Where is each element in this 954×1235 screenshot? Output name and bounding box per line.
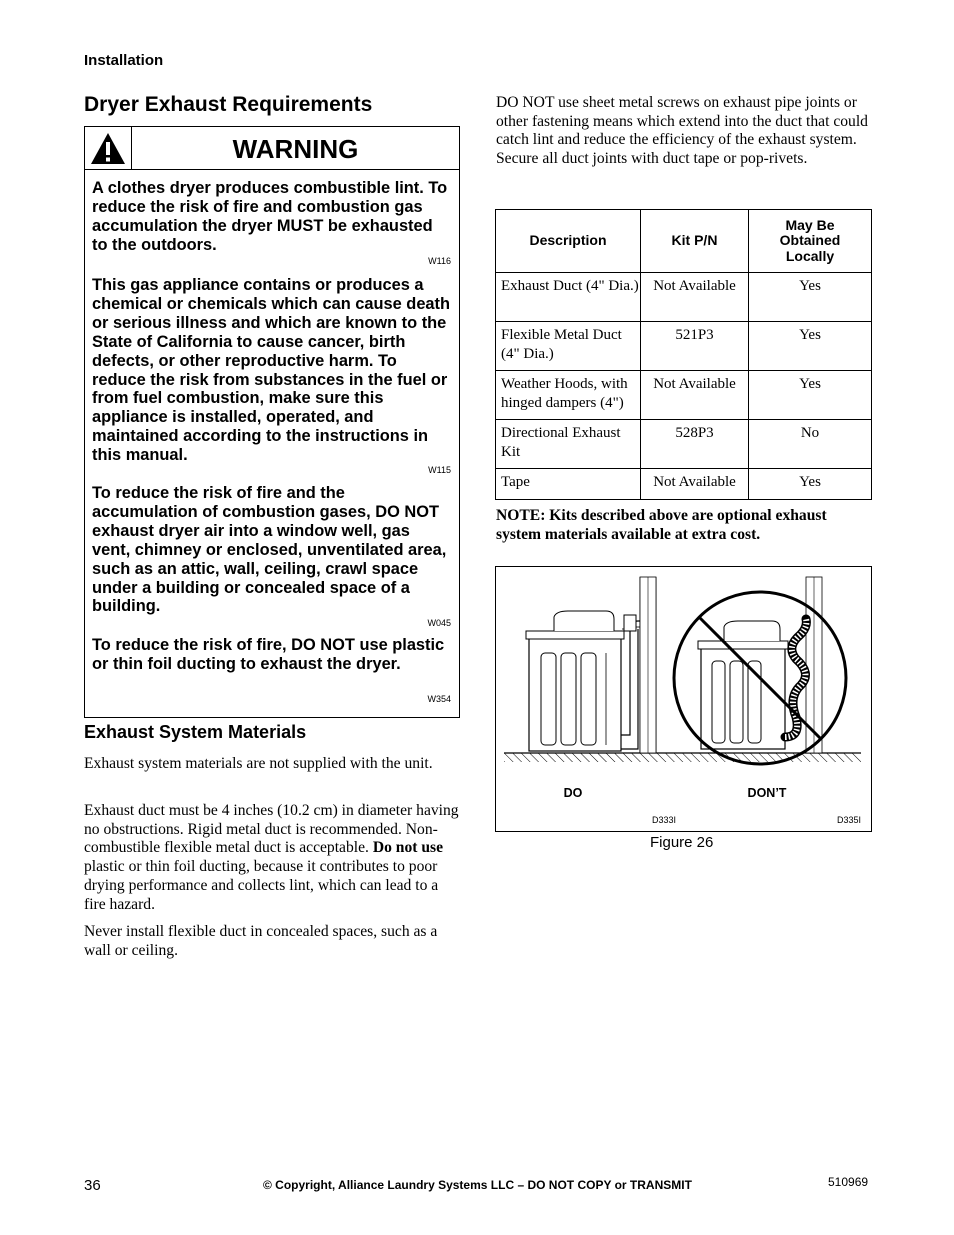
table-cell: 521P3 (641, 322, 749, 371)
section-label: Installation (84, 52, 164, 69)
dont-scene (674, 577, 861, 764)
paragraph (84, 802, 459, 914)
table-row (496, 371, 872, 420)
do-scene (504, 577, 674, 762)
table-header-row (496, 210, 872, 273)
table-cell: Yes (749, 273, 872, 322)
table-cell: Not Available (641, 469, 749, 500)
document-number: 510969 (828, 1175, 869, 1189)
table-cell: No (749, 420, 872, 469)
do-label: DO (563, 786, 583, 800)
paragraph: DO NOT use sheet metal screws on exhaust pipe joints or other fastening means which extend into the duct that could catch lint and reduce the efficiency of the exhaust system. Secure all duct joints with duct tape or pop-rivets. (496, 94, 868, 168)
table-cell: Yes (749, 469, 872, 500)
table-cell: 528P3 (641, 420, 749, 469)
table-cell: Exhaust Duct (4" Dia.) (496, 273, 641, 322)
table-header-text: May Be Obtained Locally (779, 216, 841, 264)
table-row (496, 322, 872, 371)
warning-code: W045 (427, 618, 451, 628)
warning-text: To reduce the risk of fire, DO NOT use plastic or thin foil ducting to exhaust the dryer. (92, 636, 445, 673)
paragraph: Never install flexible duct in concealed spaces, such as a wall or ceiling. (84, 923, 438, 959)
emphasis-text: Do not use (372, 839, 444, 857)
section-heading: Exhaust System Materials (84, 722, 307, 742)
table-cell: Directional Exhaust Kit (496, 420, 641, 469)
table-row (496, 273, 872, 322)
table-cell: Not Available (641, 371, 749, 420)
paragraph: Exhaust system materials are not supplied with the unit. (84, 755, 433, 772)
warning-code: W354 (427, 694, 451, 704)
figure-box (495, 566, 872, 832)
dryer-exhaust-illustration (496, 567, 871, 831)
figure-caption: Figure 26 (650, 834, 714, 851)
table-row (496, 469, 872, 500)
warning-text: To reduce the risk of fire and the accumulation of combustion gases, DO NOT exhaust dryer air into a window well, gas vent, chimney or enclosed, unventilated area, such as an attic, wall, ceiling, crawl space under a building or concealed space of a building. (92, 484, 447, 616)
table-header-cell: Kit P/N (641, 210, 749, 273)
page-title: Dryer Exhaust Requirements (84, 93, 373, 116)
table-header-cell (749, 210, 872, 273)
table-cell: Yes (749, 371, 872, 420)
warning-icon-cell (85, 127, 132, 169)
kit-table (495, 209, 872, 500)
warning-triangle-icon (85, 127, 131, 169)
figure-code: D335I (837, 815, 862, 825)
table-row (496, 420, 872, 469)
figure-code: D333I (652, 815, 677, 825)
dont-label: DON’T (747, 786, 787, 800)
paragraph-text: Exhaust duct must be 4 inches (10.2 cm) in diameter having no obstructions. Rigid metal duct is recommended. Non-combustible flexible metal duct is acceptable. (84, 802, 459, 857)
note-text: NOTE: Kits described above are optional exhaust system materials available at extra cost. (496, 507, 827, 543)
table-cell: Tape (496, 469, 641, 500)
warning-text: This gas appliance contains or produces a chemical or chemicals which can cause death or serious illness and which are known to the State of California to cause cancer, birth defects, or other reproductive harm. To reduce the risk from substances in the fuel or from fuel combustion, make sure this appliance is installed, operated, and maintained according to the instructions in this manual. (92, 276, 451, 465)
warning-code: W115 (428, 465, 451, 475)
warning-text: A clothes dryer produces combustible lint. To reduce the risk of fire and combustion gas accumulation the dryer MUST be exhausted to the outdoors. (92, 179, 448, 254)
warning-header (85, 127, 459, 170)
warning-box (84, 126, 460, 718)
table-cell: Not Available (641, 273, 749, 322)
table-cell: Yes (749, 322, 872, 371)
page-number: 36 (84, 1177, 101, 1194)
table-header-cell: Description (496, 210, 641, 273)
table-cell: Weather Hoods, with hinged dampers (4") (496, 371, 641, 420)
copyright-notice: © Copyright, Alliance Laundry Systems LLC – DO NOT COPY or TRANSMIT (263, 1178, 692, 1192)
warning-code: W116 (428, 256, 451, 266)
warning-title: WARNING (232, 134, 359, 164)
paragraph-text: plastic or thin foil ducting, because it contributes to poor drying performance and collects lint, which can lead to a fire hazard. (84, 858, 439, 913)
table-cell: Flexible Metal Duct (4" Dia.) (496, 322, 641, 371)
